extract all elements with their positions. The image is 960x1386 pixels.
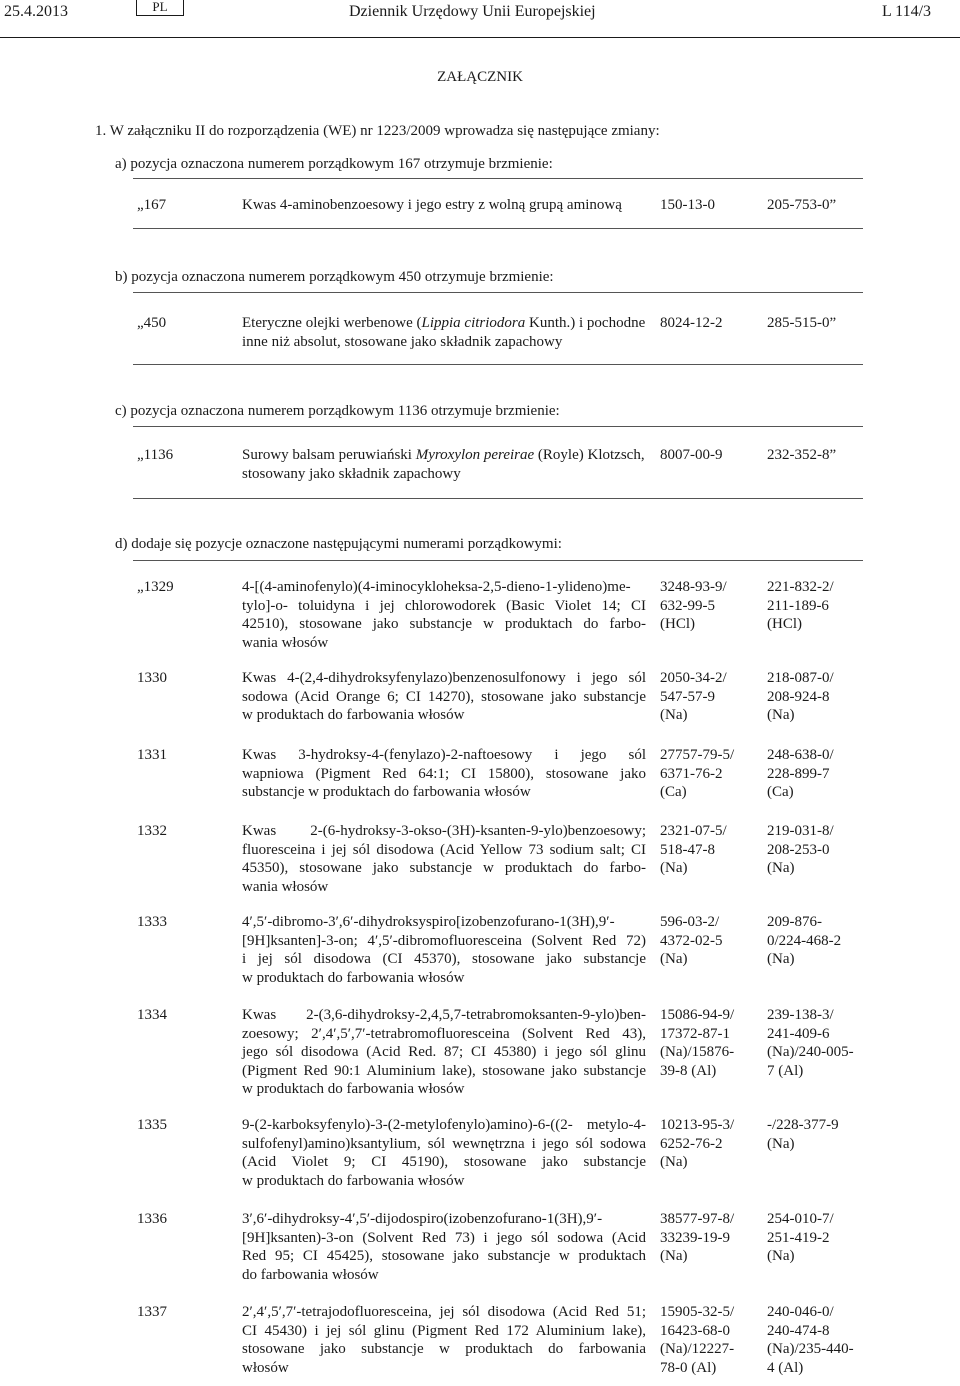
- entry-number: „1136: [137, 447, 174, 463]
- description-line: Kwas 2-(3,6-dihydroksy-2,4,5,7-tetrabromoksanten-9-ylo)ben-: [242, 1007, 646, 1023]
- ec-line: 7 (Al): [767, 1062, 804, 1079]
- cas-line: (Na): [660, 707, 688, 723]
- table-row-number: 1332: [137, 823, 167, 839]
- table-b-bottom-rule: [133, 364, 863, 365]
- ec-line: (Na): [767, 707, 795, 723]
- table-row-ec: [767, 669, 867, 725]
- desc-text: Eteryczne olejki werbenowe (: [242, 315, 422, 331]
- entry-cas: 8024-12-2: [660, 315, 723, 331]
- desc-text: inne niż absolut, stosowane jako składnik zapachowy: [242, 333, 563, 350]
- description-line: 4′,5′-dibromo-3′,6′-dihydroksyspiro[izobenzofurano-1(3H),9′-: [242, 914, 615, 930]
- table-row-number: 1337: [137, 1304, 167, 1320]
- cas-line: (Ca): [660, 784, 687, 800]
- description-line: [9H]ksanten)-3-on (Solvent Red 73) i jego sól sodowa (Acid: [242, 1229, 646, 1246]
- cas-line: (Na): [660, 1248, 688, 1264]
- description-line: 45350), stosowane jako substancje w produktach do farbo-: [242, 860, 646, 876]
- description-line: Kwas 2-(6-hydroksy-3-okso-(3H)-ksanten-9-ylo)benzoesowy;: [242, 823, 646, 839]
- cas-line: 38577-97-8/: [660, 1211, 735, 1227]
- ec-line: 219-031-8/: [767, 823, 834, 839]
- table-row-number: 1336: [137, 1211, 167, 1227]
- entry-description: [242, 446, 646, 483]
- description-line: (Pigment Red 90:1 Aluminium lake), stosowane jako substancje: [242, 1062, 646, 1079]
- description-line: substancje w produktach do farbowania włosów: [242, 784, 531, 800]
- table-row-cas: [660, 1116, 760, 1172]
- ec-line: 221-832-2/: [767, 579, 834, 595]
- ec-line: (Na): [767, 860, 795, 876]
- ec-line: 239-138-3/: [767, 1007, 834, 1023]
- cas-line: 518-47-8: [660, 841, 715, 858]
- description-line: [9H]ksanten]-3-on; 4′,5′-dibromofluoresceina (Solvent Red 72): [242, 932, 646, 949]
- table-row-cas: [660, 746, 760, 802]
- table-row-description: [242, 913, 646, 987]
- description-line: Kwas 4-(2,4-dihydroksyfenylazo)benzenosulfonowy i jego sól: [242, 670, 646, 686]
- table-row-cas: [660, 1006, 760, 1080]
- table-row-number: 1333: [137, 914, 167, 930]
- section-a-label: a) pozycja oznaczona numerem porządkowym 167 otrzymuje brzmienie:: [115, 156, 553, 172]
- ec-line: 240-046-0/: [767, 1304, 834, 1320]
- entry-number: „167: [137, 197, 167, 213]
- table-row-number: 1330: [137, 670, 167, 686]
- table-row-description: [242, 746, 646, 802]
- table-row-ec: [767, 913, 867, 969]
- description-line: 3′,6′-dihydroksy-4′,5′-dijodospiro(izobenzofurano-1(3H),9′-: [242, 1211, 603, 1227]
- description-line: stosowane jako substancje w produktach do farbowania: [242, 1341, 646, 1357]
- section-b-label: b) pozycja oznaczona numerem porządkowym 450 otrzymuje brzmienie:: [115, 269, 554, 285]
- cas-line: 6371-76-2: [660, 765, 723, 782]
- table-row-cas: [660, 669, 760, 725]
- table-row-description: [242, 1006, 646, 1099]
- cas-line: 547-57-9: [660, 688, 715, 705]
- table-b-top-rule: [133, 292, 863, 293]
- ec-line: -/228-377-9: [767, 1117, 839, 1133]
- ec-line: (HCl): [767, 616, 802, 632]
- entry-description: Kwas 4-aminobenzoesowy i jego estry z wolną grupą aminową: [242, 197, 622, 213]
- cas-line: 2321-07-5/: [660, 823, 727, 839]
- description-line: do farbowania włosów: [242, 1266, 379, 1283]
- entry-ec: 232-352-8”: [767, 447, 837, 463]
- description-line: wania włosów: [242, 878, 329, 895]
- cas-line: 10213-95-3/: [660, 1117, 735, 1133]
- ec-line: 240-474-8: [767, 1322, 830, 1339]
- desc-text: (Royle) Klotzsch,: [534, 447, 645, 463]
- table-row-number: 1331: [137, 747, 167, 763]
- cas-line: 33239-19-9: [660, 1229, 730, 1246]
- cas-line: 6252-76-2: [660, 1135, 723, 1152]
- table-row-number: „1329: [137, 579, 174, 595]
- description-line: 42510), stosowane jako substancje w produktach do farbo-: [242, 616, 646, 632]
- description-line: 4-[(4-aminofenylo)(4-iminocykloheksa-2,5-dieno-1-ylideno)me-: [242, 579, 631, 595]
- entry-ec: 285-515-0”: [767, 315, 837, 331]
- cas-line: 39-8 (Al): [660, 1062, 717, 1079]
- header-page: L 114/3: [882, 3, 932, 20]
- table-row-cas: [660, 1210, 760, 1266]
- entry-ec: 205-753-0”: [767, 197, 837, 213]
- cas-line: 27757-79-5/: [660, 747, 735, 763]
- entry-description: [242, 314, 646, 351]
- cas-line: 15086-94-9/: [660, 1007, 735, 1023]
- description-line: (Acid Violet 9; CI 45190), stosowane jako substancje: [242, 1154, 646, 1170]
- description-line: 2′,4′,5′,7′-tetrajodofluoresceina, jej sól disodowa (Acid Red 51;: [242, 1304, 646, 1320]
- ec-line: 218-087-0/: [767, 670, 834, 686]
- section-d-label: d) dodaje się pozycje oznaczone następującymi numerami porządkowymi:: [115, 536, 562, 552]
- description-line: sulfofenyl)amino)ksantylium, sól wewnętrzna i jego sól sodowa: [242, 1135, 646, 1152]
- header-rule: [0, 37, 960, 38]
- section-c-label: c) pozycja oznaczona numerem porządkowym 1136 otrzymuje brzmienie:: [115, 403, 560, 419]
- description-line: w produktach do farbowania włosów: [242, 1172, 465, 1189]
- ec-line: 251-419-2: [767, 1229, 830, 1246]
- language-badge: PL: [136, 0, 184, 16]
- cas-line: (Na): [660, 860, 688, 876]
- cas-line: (Na)/15876-: [660, 1044, 735, 1060]
- table-row-cas: [660, 913, 760, 969]
- description-line: zoesowy; 2′,4′,5′,7′-tetrabromofluoresceina (Solvent Red 43),: [242, 1025, 646, 1042]
- table-row-description: [242, 669, 646, 725]
- ec-line: 254-010-7/: [767, 1211, 834, 1227]
- table-row-cas: [660, 578, 760, 634]
- entry-cas: 150-13-0: [660, 197, 715, 213]
- cas-line: (HCl): [660, 616, 695, 632]
- ec-line: 208-253-0: [767, 841, 830, 858]
- cas-line: 17372-87-1: [660, 1025, 730, 1042]
- cas-line: 15905-32-5/: [660, 1304, 735, 1320]
- entry-number: „450: [137, 315, 167, 331]
- ec-line: 228-899-7: [767, 765, 830, 782]
- table-row-description: [242, 1116, 646, 1190]
- cas-line: 16423-68-0: [660, 1322, 730, 1339]
- cas-line: (Na)/12227-: [660, 1341, 735, 1357]
- table-row-description: [242, 1303, 646, 1377]
- description-line: i jej sól disodowa (CI 45370), stosowane jako substancje: [242, 951, 646, 967]
- ec-line: 208-924-8: [767, 688, 830, 705]
- table-row-ec: [767, 1006, 867, 1080]
- description-line: w produktach do farbowania włosów: [242, 707, 465, 723]
- description-line: CI 45430) i jej sól glinu (Pigment Red 172 Aluminium lake),: [242, 1322, 646, 1339]
- intro-paragraph: 1. W załączniku II do rozporządzenia (WE) nr 1223/2009 wprowadza się następujące zmiany:: [95, 123, 660, 139]
- ec-line: (Ca): [767, 784, 794, 800]
- ec-line: 0/224-468-2: [767, 932, 842, 949]
- table-row-ec: [767, 1210, 867, 1266]
- description-line: w produktach do farbowania włosów: [242, 1081, 465, 1097]
- desc-text: Kunth.) i pochodne: [525, 315, 646, 331]
- desc-text: Surowy balsam peruwiański: [242, 447, 416, 463]
- desc-text: stosowany jako składnik zapachowy: [242, 465, 461, 482]
- table-row-cas: [660, 1303, 760, 1377]
- table-row-ec: [767, 578, 867, 634]
- ec-line: (Na)/235-440-: [767, 1341, 854, 1357]
- description-line: jego sól disodowa (Acid Red. 87; CI 45380) i jego sól glinu: [242, 1044, 646, 1060]
- latin-name: Lippia citriodora: [421, 315, 526, 331]
- description-line: Red 95; CI 45425), stosowane jako substancje w produktach: [242, 1248, 646, 1264]
- table-a-top-rule: [133, 178, 863, 179]
- ec-line: (Na)/240-005-: [767, 1044, 854, 1060]
- description-line: wapniowa (Pigment Red 64:1; CI 15800), stosowane jako: [242, 765, 646, 782]
- ec-line: 209-876-: [767, 914, 822, 930]
- table-row-number: 1334: [137, 1007, 167, 1023]
- description-line: Kwas 3-hydroksy-4-(fenylazo)-2-naftoesowy i jego sól: [242, 747, 646, 763]
- cas-line: 632-99-5: [660, 597, 715, 614]
- table-row-number: 1335: [137, 1117, 167, 1133]
- description-line: 9-(2-karboksyfenylo)-3-(2-metylofenylo)amino)-6-((2- metylo-4-: [242, 1117, 646, 1133]
- description-line: wania włosów: [242, 634, 329, 651]
- cas-line: (Na): [660, 951, 688, 967]
- table-a-bottom-rule: [133, 228, 863, 229]
- header-date: 25.4.2013: [4, 3, 68, 20]
- table-row-description: [242, 822, 646, 896]
- table-c-top-rule: [133, 426, 863, 427]
- ec-line: 241-409-6: [767, 1025, 830, 1042]
- table-row-description: [242, 578, 646, 652]
- ec-line: (Na): [767, 951, 795, 967]
- cas-line: 3248-93-9/: [660, 579, 727, 595]
- entry-cas: 8007-00-9: [660, 447, 723, 463]
- cas-line: (Na): [660, 1154, 688, 1170]
- latin-name: Myroxylon pereirae: [415, 447, 535, 463]
- ec-line: 211-189-6: [767, 597, 829, 614]
- ec-line: (Na): [767, 1135, 795, 1152]
- table-d-top-rule: [133, 560, 863, 561]
- table-row-cas: [660, 822, 760, 878]
- journal-title: Dziennik Urzędowy Unii Europejskiej: [349, 3, 596, 20]
- cas-line: 4372-02-5: [660, 932, 723, 949]
- annex-title: ZAŁĄCZNIK: [437, 69, 523, 85]
- cas-line: 2050-34-2/: [660, 670, 727, 686]
- description-line: w produktach do farbowania włosów: [242, 969, 465, 986]
- ec-line: 4 (Al): [767, 1359, 804, 1376]
- description-line: fluoresceina i jej sól disodowa (Acid Yellow 73 sodium salt; CI: [242, 841, 646, 858]
- cas-line: 78-0 (Al): [660, 1359, 717, 1376]
- table-row-ec: [767, 1303, 867, 1377]
- table-row-ec: [767, 822, 867, 878]
- description-line: włosów: [242, 1359, 289, 1376]
- ec-line: (Na): [767, 1248, 795, 1264]
- description-line: sodowa (Acid Orange 6; CI 14270), stosowane jako substancje: [242, 688, 646, 705]
- ec-line: 248-638-0/: [767, 747, 834, 763]
- table-c-bottom-rule: [133, 498, 863, 499]
- table-row-ec: [767, 746, 867, 802]
- description-line: tylo]-o- toluidyna i jej chlorowodorek (Basic Violet 14; CI: [242, 597, 646, 614]
- table-row-ec: [767, 1116, 867, 1153]
- table-row-description: [242, 1210, 646, 1284]
- cas-line: 596-03-2/: [660, 914, 720, 930]
